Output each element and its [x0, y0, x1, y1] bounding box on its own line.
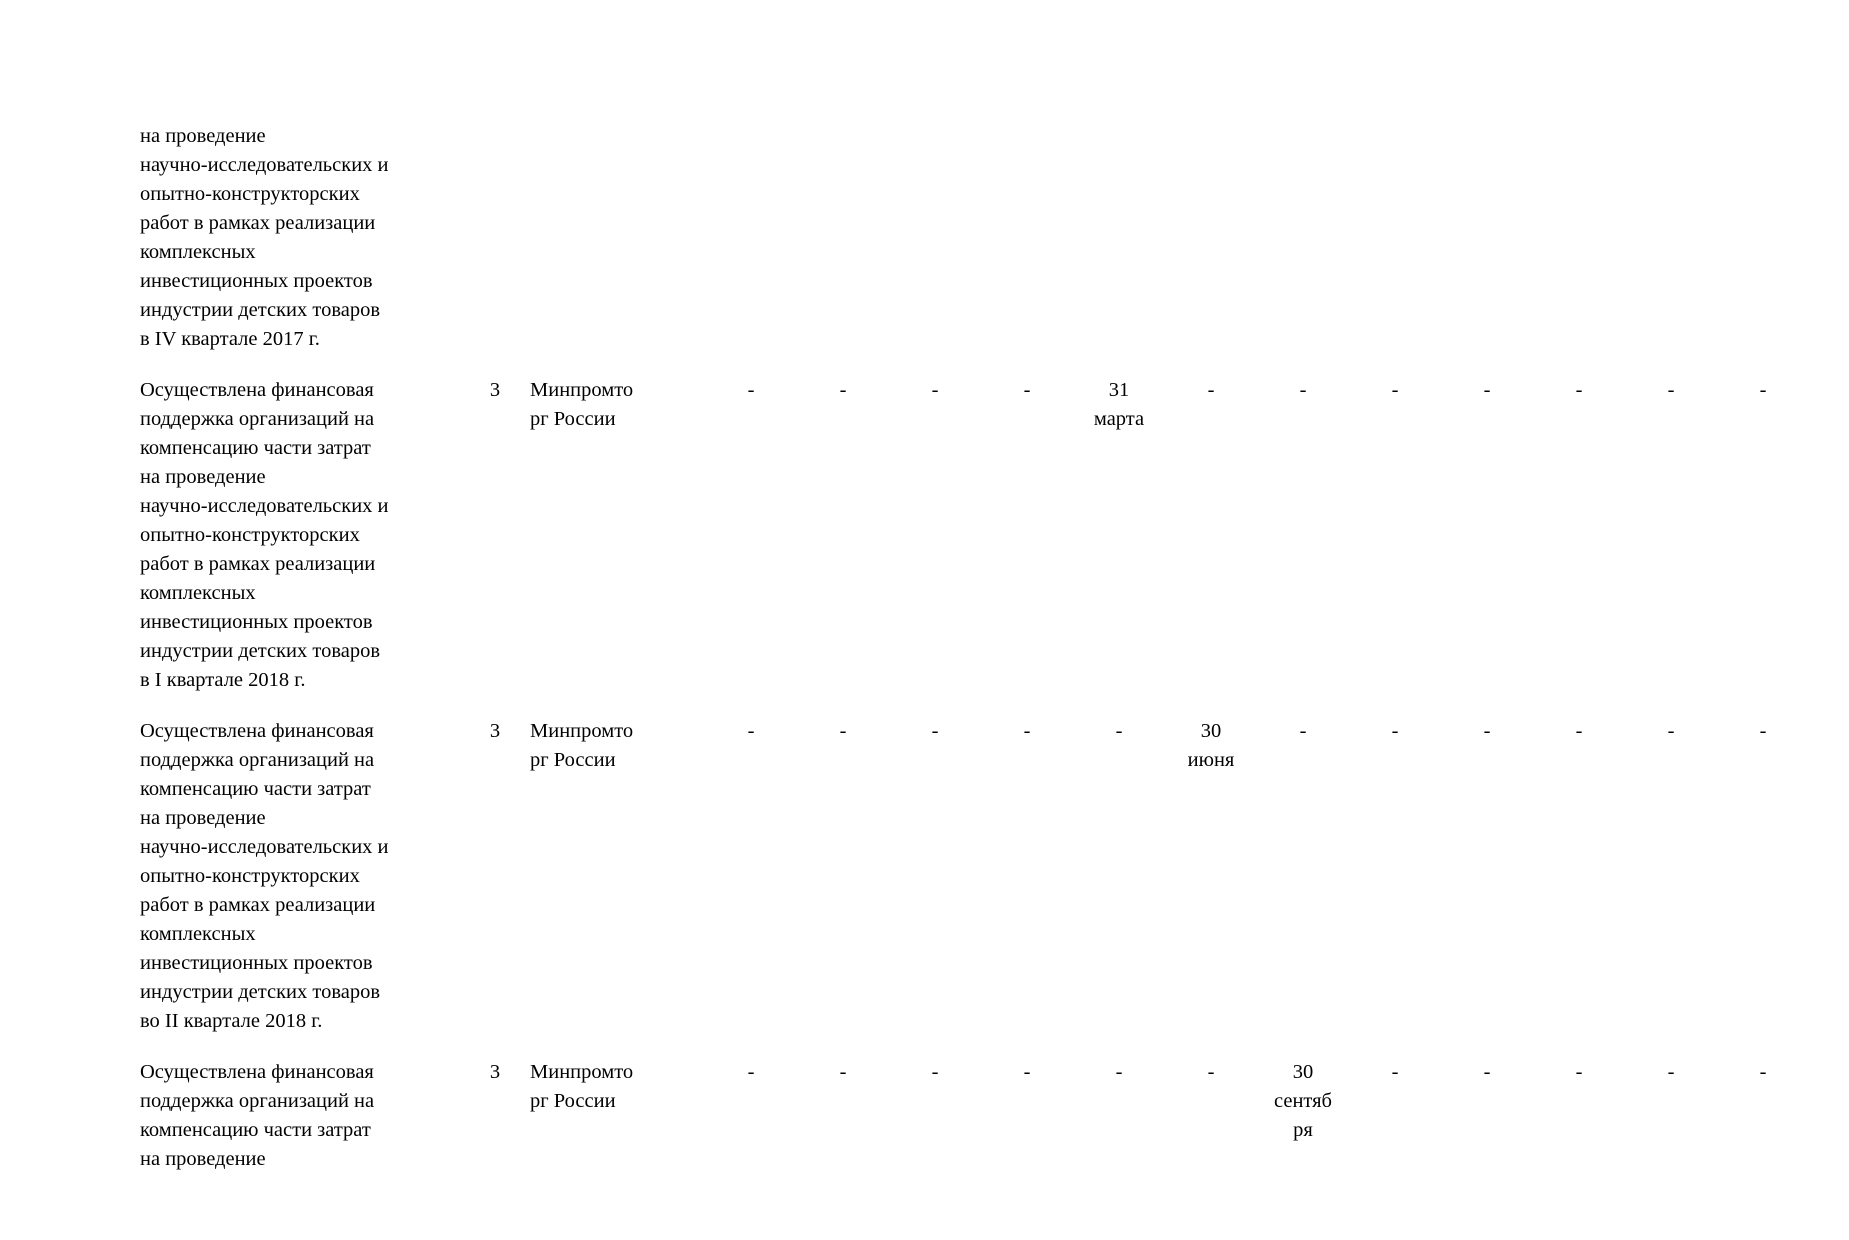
activity-description-line: Осуществлена финансовая: [140, 1061, 374, 1083]
deadline-date-line: марта: [1093, 408, 1145, 430]
activity-description-line: поддержка организаций на: [140, 1090, 375, 1112]
deadline-date-line: июня: [1187, 749, 1235, 771]
activity-number-cell: 3: [489, 720, 501, 742]
period-value-cell: -: [1483, 379, 1491, 401]
responsible-organization-line: рг России: [530, 749, 616, 771]
activity-description-line: индустрии детских товаров: [140, 981, 381, 1003]
period-value-cell: -: [1391, 379, 1399, 401]
period-value-cell: [889, 122, 981, 354]
row-spacer-cell: [140, 695, 1849, 717]
activities-table: [140, 122, 1849, 1174]
period-value-cell: -: [1575, 720, 1583, 742]
activity-description-line: во II квартале 2018 г.: [140, 1010, 323, 1032]
period-value-cell: -: [839, 1061, 847, 1083]
responsible-organization-line: рг России: [530, 1090, 616, 1112]
row-spacer: [140, 354, 1849, 376]
table-row: [140, 122, 1849, 354]
period-value-cell: -: [1759, 720, 1767, 742]
activity-description-line: комплексных: [140, 241, 256, 263]
activity-description-cell: [140, 376, 460, 695]
activity-description-line: опытно-конструкторских: [140, 865, 360, 887]
responsible-organization-cell: [530, 376, 705, 695]
period-value-cell: [1073, 122, 1165, 354]
period-value-cell: [1349, 122, 1441, 354]
period-value-cell: [981, 122, 1073, 354]
period-value-cell: [1257, 122, 1349, 354]
period-value-cell: -: [839, 379, 847, 401]
period-value-cell: [1717, 122, 1809, 354]
period-value-cell: -: [839, 720, 847, 742]
period-value-cell: -: [1207, 379, 1215, 401]
deadline-date-line: 31: [1108, 379, 1130, 401]
activity-description-line: компенсацию части затрат: [140, 437, 371, 459]
activity-description-line: опытно-конструкторских: [140, 183, 360, 205]
period-value-cell: -: [1391, 720, 1399, 742]
period-value-cell: -: [1575, 379, 1583, 401]
period-value-cell: -: [1667, 720, 1675, 742]
table-row: [140, 1058, 1849, 1174]
period-value-cell: -: [1483, 1061, 1491, 1083]
period-value-cell: -: [931, 1061, 939, 1083]
row-spacer: [140, 695, 1849, 717]
activity-description-line: на проведение: [140, 466, 266, 488]
period-value-cell: [1165, 122, 1257, 354]
responsible-organization-line: Минпромто: [530, 1061, 634, 1083]
period-value-cell: -: [1759, 1061, 1767, 1083]
deadline-date-line: 30: [1292, 1061, 1314, 1083]
activity-description-line: в IV квартале 2017 г.: [140, 328, 320, 350]
activity-description-line: поддержка организаций на: [140, 749, 375, 771]
activity-number-cell: 3: [489, 1061, 501, 1083]
period-value-cell: [1625, 122, 1717, 354]
deadline-date-line: сентяб: [1274, 1090, 1332, 1112]
activity-description-line: комплексных: [140, 923, 256, 945]
period-value-cell: -: [1483, 720, 1491, 742]
activity-description-line: на проведение: [140, 125, 266, 147]
period-value-cell: [1533, 122, 1625, 354]
activity-description-line: научно-исследовательских и: [140, 154, 389, 176]
deadline-date-line: 30: [1200, 720, 1222, 742]
activity-description-line: научно-исследовательских и: [140, 836, 389, 858]
activity-description-cell: [140, 1058, 460, 1174]
activity-description-line: инвестиционных проектов: [140, 952, 373, 974]
row-spacer-cell: [140, 354, 1849, 376]
responsible-organization-cell: [530, 122, 705, 354]
activity-description-line: работ в рамках реализации: [140, 553, 376, 575]
period-value-cell: -: [1391, 1061, 1399, 1083]
activity-description-line: Осуществлена финансовая: [140, 379, 374, 401]
period-value-cell: -: [1667, 379, 1675, 401]
period-value-cell: [1809, 1058, 1849, 1174]
period-value-cell: [1441, 122, 1533, 354]
row-spacer: [140, 1036, 1849, 1058]
period-value-cell: -: [1115, 720, 1123, 742]
period-value-cell: -: [1299, 379, 1307, 401]
period-value-cell: -: [747, 1061, 755, 1083]
activity-description-line: в I квартале 2018 г.: [140, 669, 306, 691]
table-row: [140, 376, 1849, 695]
activity-description-line: работ в рамках реализации: [140, 212, 376, 234]
activity-description-line: научно-исследовательских и: [140, 495, 389, 517]
period-value-cell: [1809, 717, 1849, 1036]
activity-description-line: Осуществлена финансовая: [140, 720, 374, 742]
activity-description-line: инвестиционных проектов: [140, 270, 373, 292]
deadline-date-line: ря: [1293, 1119, 1313, 1141]
table-body: [140, 122, 1849, 1174]
period-value-cell: -: [1759, 379, 1767, 401]
activity-number-cell: [460, 122, 530, 354]
period-value-cell: [797, 122, 889, 354]
deadline-date-cell: [1073, 376, 1165, 695]
activity-description-line: индустрии детских товаров: [140, 640, 381, 662]
responsible-organization-cell: [530, 1058, 705, 1174]
responsible-organization-cell: [530, 717, 705, 1036]
period-value-cell: -: [1023, 1061, 1031, 1083]
period-value-cell: -: [1207, 1061, 1215, 1083]
table-row: [140, 717, 1849, 1036]
period-value-cell: -: [1299, 720, 1307, 742]
activity-description-line: на проведение: [140, 807, 266, 829]
period-value-cell: -: [747, 379, 755, 401]
activity-description-line: на проведение: [140, 1148, 266, 1170]
responsible-organization-line: рг России: [530, 408, 616, 430]
activity-description-cell: [140, 717, 460, 1036]
period-value-cell: -: [1023, 379, 1031, 401]
activity-description-line: работ в рамках реализации: [140, 894, 376, 916]
period-value-cell: -: [1023, 720, 1031, 742]
period-value-cell: -: [1667, 1061, 1675, 1083]
period-value-cell: [1809, 122, 1849, 354]
activity-description-line: компенсацию части затрат: [140, 778, 371, 800]
activity-description-line: комплексных: [140, 582, 256, 604]
period-value-cell: -: [1115, 1061, 1123, 1083]
responsible-organization-line: Минпромто: [530, 379, 634, 401]
activity-number-cell: 3: [489, 379, 501, 401]
responsible-organization-line: Минпромто: [530, 720, 634, 742]
period-value-cell: [1809, 376, 1849, 695]
activity-description-cell: [140, 122, 460, 354]
activity-description-line: поддержка организаций на: [140, 408, 375, 430]
deadline-date-cell: [1165, 717, 1257, 1036]
period-value-cell: -: [747, 720, 755, 742]
activity-description-line: опытно-конструкторских: [140, 524, 360, 546]
deadline-date-cell: [1257, 1058, 1349, 1174]
row-spacer-cell: [140, 1036, 1849, 1058]
period-value-cell: -: [931, 379, 939, 401]
activity-description-line: инвестиционных проектов: [140, 611, 373, 633]
period-value-cell: -: [1575, 1061, 1583, 1083]
period-value-cell: -: [931, 720, 939, 742]
activity-description-line: индустрии детских товаров: [140, 299, 381, 321]
activity-description-line: компенсацию части затрат: [140, 1119, 371, 1141]
period-value-cell: [705, 122, 797, 354]
